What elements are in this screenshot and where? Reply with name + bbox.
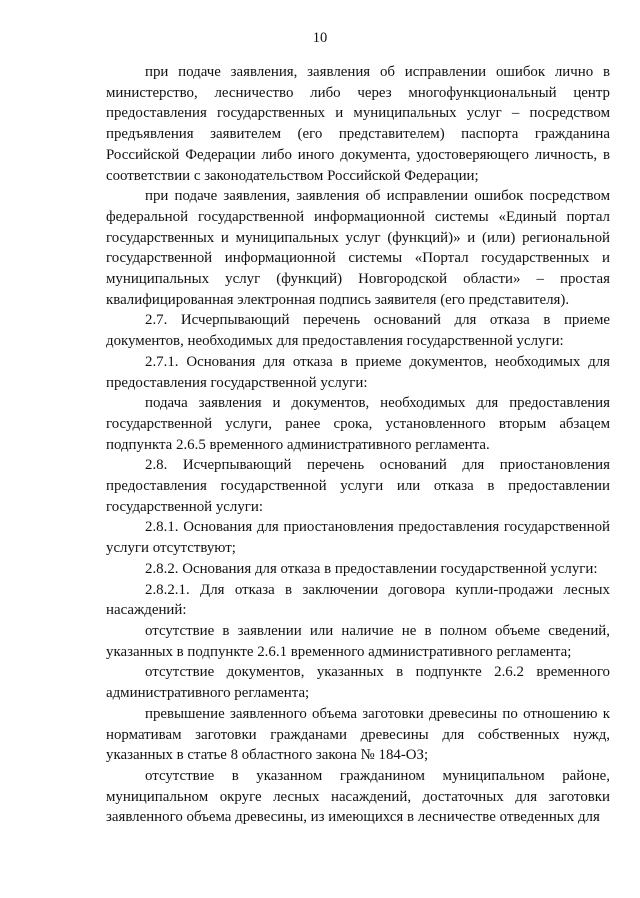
page-number: 10 <box>312 30 328 46</box>
paragraph: превышение заявленного объема заготовки древесины по отношению к нормативам заготовки гражданами древесины для собственных нужд, указанных в статье 8 областного закона № 184-ОЗ; <box>106 705 610 764</box>
paragraph: 2.7. Исчерпывающий перечень оснований для отказа в приеме документов, необходимых для предоставления государственной услуги: <box>106 312 610 350</box>
paragraph: 2.8.1. Основания для приостановления предоставления государственной услуги отсутствуют; <box>106 519 610 557</box>
paragraph: при подаче заявления, заявления об исправлении ошибок посредством федеральной государственной информационной системы «Единый портал государственных и муниципальных услуг (функций)» и (или) региональной государственной информационной системы «Портал государственных и муниципальных услуг (функций) Новгородской области» – простая квалифицированная электронная подпись заявителя (его представителя). <box>106 188 610 308</box>
paragraph: 2.8. Исчерпывающий перечень оснований для приостановления предоставления государственной услуги или отказа в предоставлении государственной услуги: <box>106 457 610 515</box>
paragraph: 2.8.2.1. Для отказа в заключении договора купли-продажи лесных насаждений: <box>106 581 610 619</box>
paragraph: отсутствие в указанном гражданином муниципальном районе, муниципальном округе лесных насаждений, достаточных для заготовки заявленного объема древесины, из имеющихся в лесничестве отведенных для <box>106 767 610 826</box>
paragraph: подача заявления и документов, необходимых для предоставления государственной услуги, ранее срока, установленного вторым абзацем подпункта 2.6.5 временного административного регламента. <box>106 395 610 453</box>
paragraph: при подаче заявления, заявления об исправлении ошибок лично в министерство, лесничество либо через многофункциональный центр предоставления государственных и муниципальных услуг – посредством предъявления заявителем (его представителем) паспорта гражданина Российской Федерации либо иного документа, удостоверяющего личность, в соответствии с законодательством Российской Федерации; <box>106 64 610 184</box>
paragraph: 2.8.2. Основания для отказа в предоставлении государственной услуги: <box>145 560 598 577</box>
paragraph: отсутствие документов, указанных в подпункте 2.6.2 временного административного регламента; <box>106 664 610 702</box>
document-body <box>106 62 610 828</box>
paragraph: 2.7.1. Основания для отказа в приеме документов, необходимых для предоставления государственной услуги: <box>106 353 610 391</box>
paragraph: отсутствие в заявлении или наличие не в полном объеме сведений, указанных в подпункте 2.6.1 временного административного регламента; <box>106 622 610 660</box>
